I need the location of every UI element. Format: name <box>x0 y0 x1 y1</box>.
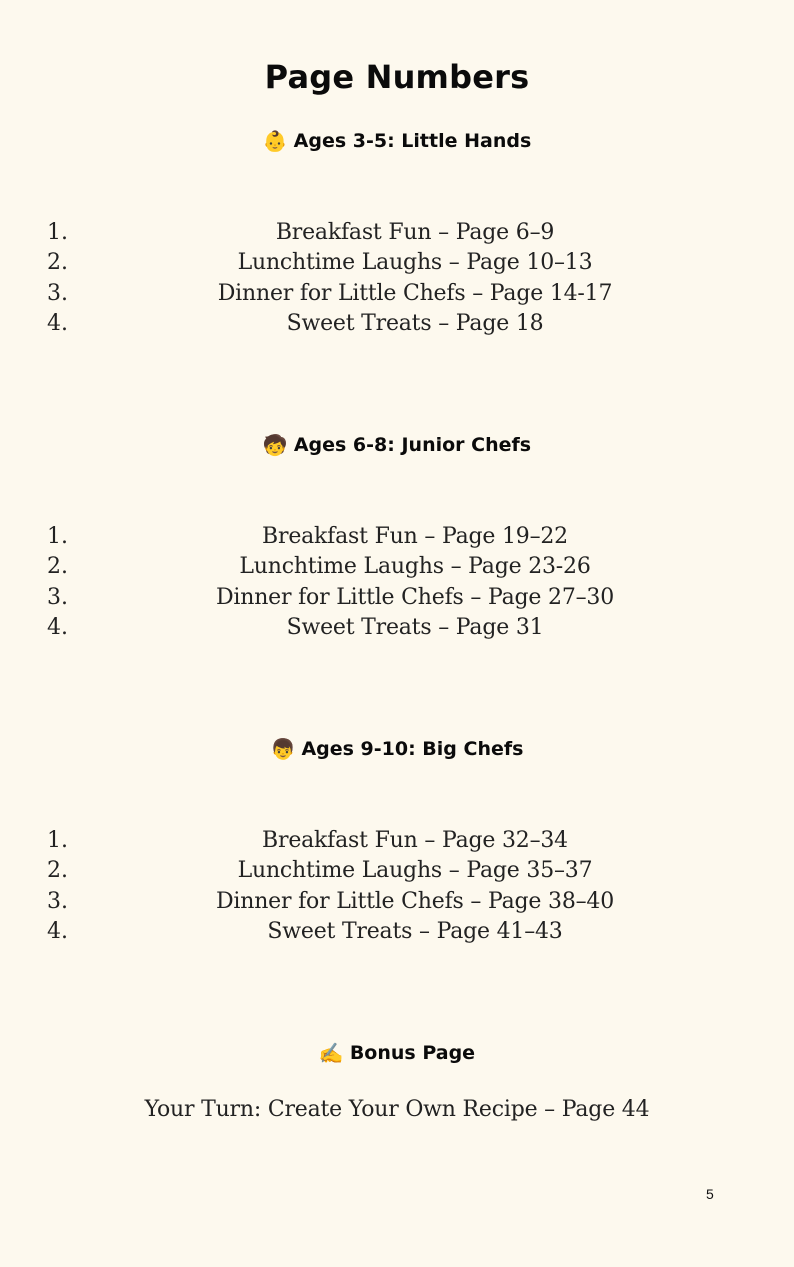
list-item <box>0 583 794 613</box>
list-item-label: Lunchtime Laughs – Page 10–13 <box>237 250 593 276</box>
list-item <box>0 218 794 248</box>
list-item-number: 2. <box>47 858 68 884</box>
section-heading-text: Ages 9-10: Big Chefs <box>301 738 524 760</box>
list-item-label: Breakfast Fun – Page 32–34 <box>262 828 568 853</box>
page-title: Page Numbers <box>264 58 530 96</box>
list-item-number: 3. <box>47 280 68 306</box>
list-item-number: 3. <box>47 584 68 610</box>
bonus-recipe-line: Your Turn: Create Your Own Recipe – Page 44 <box>144 1097 650 1122</box>
list-item <box>0 887 794 917</box>
list-item-number: 2. <box>47 554 68 580</box>
section-heading-text: Ages 6-8: Junior Chefs <box>293 434 532 456</box>
writing-hand-icon: ✍️ <box>318 1041 344 1065</box>
section-list-ages-3-5 <box>0 218 794 339</box>
list-item-number: 1. <box>47 524 68 549</box>
section-heading-text: Ages 3-5: Little Hands <box>293 130 532 152</box>
list-item <box>0 826 794 856</box>
baby-icon: 👶 <box>262 129 288 153</box>
list-item-number: 4. <box>47 310 68 336</box>
list-item <box>0 917 794 947</box>
list-item <box>0 279 794 309</box>
list-item <box>0 522 794 552</box>
list-item-label: Breakfast Fun – Page 19–22 <box>262 524 568 549</box>
section-heading-bonus <box>0 1041 794 1065</box>
list-item <box>0 856 794 886</box>
section-list-ages-9-10 <box>0 826 794 947</box>
list-item <box>0 552 794 582</box>
list-item-number: 1. <box>47 220 68 245</box>
list-item <box>0 613 794 643</box>
section-heading-ages-3-5 <box>0 129 794 153</box>
section-heading-ages-6-8 <box>0 433 794 457</box>
list-item-number: 4. <box>47 614 68 640</box>
list-item-label: Sweet Treats – Page 18 <box>286 310 544 336</box>
boy-icon: 👦 <box>270 737 296 761</box>
list-item-number: 1. <box>47 828 68 853</box>
list-item <box>0 309 794 339</box>
section-heading-ages-9-10 <box>0 737 794 761</box>
list-item-label: Sweet Treats – Page 31 <box>286 614 544 640</box>
section-list-ages-6-8 <box>0 522 794 643</box>
child-icon: 🧒 <box>262 433 288 457</box>
list-item-label: Sweet Treats – Page 41–43 <box>267 918 563 944</box>
list-item-label: Dinner for Little Chefs – Page 38–40 <box>215 888 615 914</box>
page-number: 5 <box>706 1186 714 1202</box>
list-item-number: 2. <box>47 250 68 276</box>
list-item-label: Dinner for Little Chefs – Page 27–30 <box>215 584 615 610</box>
list-item-label: Breakfast Fun – Page 6–9 <box>275 220 555 245</box>
list-item-label: Dinner for Little Chefs – Page 14-17 <box>217 280 613 306</box>
list-item-number: 4. <box>47 918 68 944</box>
section-heading-text: Bonus Page <box>349 1042 476 1064</box>
list-item-label: Lunchtime Laughs – Page 35–37 <box>237 858 593 884</box>
list-item-label: Lunchtime Laughs – Page 23-26 <box>239 554 591 580</box>
list-item-number: 3. <box>47 888 68 914</box>
list-item <box>0 248 794 278</box>
